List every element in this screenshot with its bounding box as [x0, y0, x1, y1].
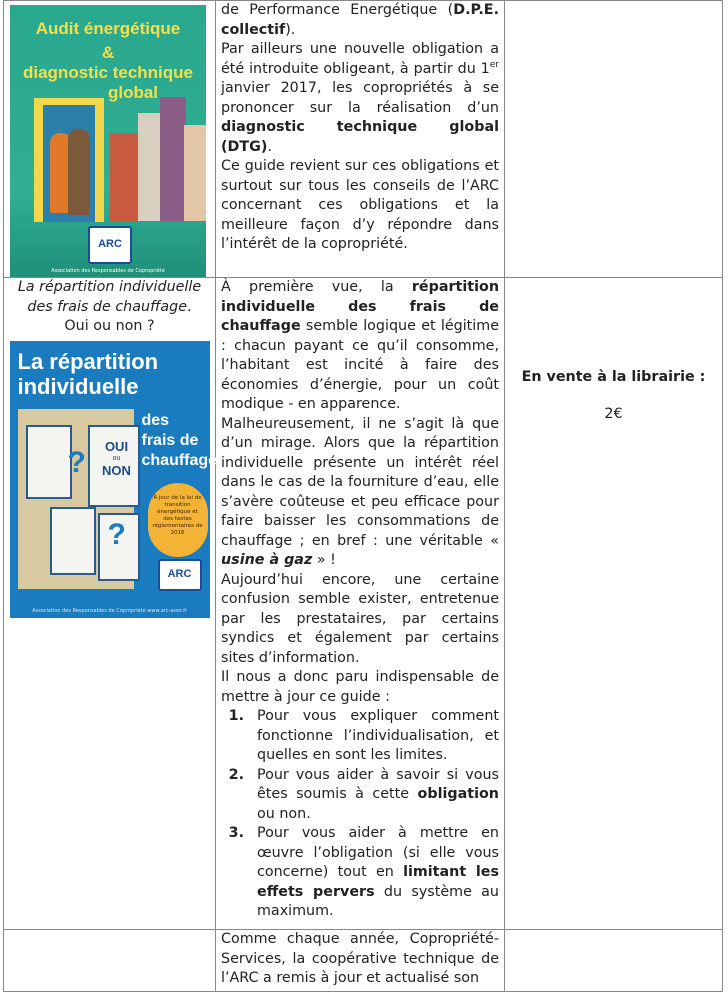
cover-footer: Association des Responsables de Copropriété www.arc-asso.fr — [32, 607, 187, 614]
description-cell — [216, 1, 505, 278]
cover-title: La répartition individuelle — [17, 348, 159, 399]
table-row — [4, 1, 723, 278]
building-shape — [138, 113, 162, 221]
list-item: 3. Pour vous aider à mettre en œuvre l’obligation (si elle vous concerne) tout en limitant les effets pervers du système au maximum. — [249, 824, 499, 922]
document-table — [3, 0, 723, 992]
paragraph: Comme chaque année, Copropriété-Services, la coopérative technique de l’ARC a remis à jour et actualisé son — [221, 931, 499, 986]
building-shape — [160, 97, 186, 221]
list-item: 1. Pour vous expliquer comment fonctionne l’individualisation, et quelles en sont les limites. — [249, 707, 499, 766]
question-mark: ? — [107, 517, 126, 551]
paragraph: À première vue, la répartition individuelle des frais de chauffage semble logique et légitime : chacun payant ce qu’il consomme, l’habitant est incité à faire des économies d’énergie, pour un coût modique - en apparence. — [221, 279, 499, 412]
paragraph: Aujourd’hui encore, une certaine confusion semble exister, entretenue par les prestataires, par certains syndics et également par certains sites d’information. — [221, 571, 499, 666]
guide-heading: La répartition individuelle des frais de chauffage. — [17, 279, 202, 315]
update-sticker: À jour de la loi de transition énergétique et des textes réglementaires de 2016 — [148, 483, 208, 557]
audit-guide-cover-image — [10, 5, 206, 277]
arc-logo: ARC — [88, 226, 132, 264]
sale-cell — [505, 1, 723, 278]
cover-cell — [4, 278, 216, 930]
cover-title-amp: & — [101, 43, 115, 62]
price: 2€ — [604, 405, 623, 422]
table-row — [4, 930, 723, 992]
list-item: 2. Pour vous aider à savoir si vous êtes soumis à cette obligation ou non. — [249, 766, 499, 825]
sale-label: En vente à la librairie : — [521, 369, 706, 385]
cover-footer: Association des Responsables de Copropriété — [51, 268, 165, 274]
window-panel — [50, 507, 96, 575]
cover-cell — [4, 1, 216, 278]
paragraph: Par ailleurs une nouvelle obligation a été introduite obligeant, à partir du 1er janvier 2017, les copropriétés à se prononcer sur la réalisation d’un diagnostic technique global (DTG). — [221, 41, 499, 155]
heating-guide-cover-image — [10, 341, 218, 618]
cover-cell — [4, 930, 216, 992]
cover-subtitle: des frais de chauffage — [141, 411, 218, 469]
cover-title-line: diagnostic technique — [22, 63, 194, 82]
building-shape — [110, 133, 140, 221]
oui-ou-non: OUI ou NON — [102, 438, 131, 478]
arc-logo: ARC — [158, 559, 202, 591]
paragraph: Il nous a donc paru indispensable de mettre à jour ce guide : — [221, 669, 499, 705]
paragraph: Malheureusement, il ne s’agit là que d’un mirage. Alors que la répartition individuelle présente un intérêt réel dans le cas de la fourniture d’eau, elle s’avère coûteuse et peu efficace pour faire baisser les consommations de chauffage ; en bref : une véritable « usine à gaz » ! — [221, 415, 499, 568]
guide-heading-question: Oui ou non ? — [64, 318, 155, 334]
window-panel — [26, 425, 72, 499]
sale-cell — [505, 278, 723, 930]
question-mark: ? — [67, 445, 86, 479]
table-row — [4, 278, 723, 930]
description-cell — [216, 278, 505, 930]
paragraph: Ce guide revient sur ces obligations et surtout sur tous les conseils de l’ARC concernant ces obligations et la meilleure façon d’y répondre dans l’intérêt de la copropriété. — [221, 158, 499, 252]
steps-list — [221, 707, 499, 922]
cover-title-line: Audit énergétique — [35, 19, 181, 38]
person-figure — [68, 129, 90, 215]
cover-title-line: global — [107, 83, 159, 102]
sale-cell — [505, 930, 723, 992]
building-shape — [184, 125, 206, 221]
paragraph: de Performance Energétique (D.P.E. collectif). — [221, 2, 499, 38]
description-cell — [216, 930, 505, 992]
